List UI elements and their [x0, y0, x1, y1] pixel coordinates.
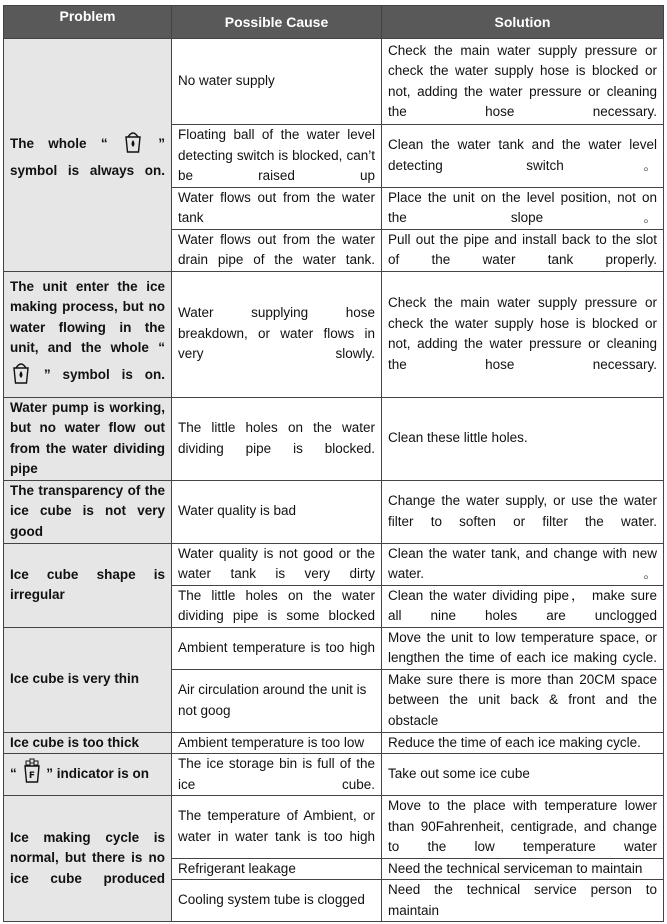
cause-cell: Water quality is not good or the water tank is very dirty — [172, 543, 382, 585]
table-row — [4, 754, 664, 796]
problem-text: ” symbol is on. — [43, 366, 165, 382]
cause-cell: Floating ball of the water level detecting switch is blocked, can’t be raised up — [172, 125, 382, 188]
svg-text:F: F — [28, 771, 35, 782]
cause-cell: Cooling system tube is clogged — [172, 880, 382, 922]
water-bucket-icon — [122, 128, 144, 161]
solution-cell: Take out some ice cube — [382, 754, 664, 796]
problem-cell: Water pump is working, but no water flow out from the water dividing pipe — [4, 397, 172, 480]
problem-cell: Ice making cycle is normal, but there is no ice cube produced — [4, 796, 172, 922]
cause-cell: No water supply — [172, 39, 382, 125]
problem-text: The whole “ — [10, 136, 108, 152]
cause-cell: Water flows out from the water tank — [172, 187, 382, 229]
problem-cell — [4, 754, 172, 796]
problem-cell: Ice cube shape is irregular — [4, 543, 172, 627]
solution-cell: Place the unit on the level position, not on the slope。 — [382, 187, 664, 229]
table-row — [4, 397, 664, 480]
problem-text: “ — [10, 766, 17, 782]
solution-cell: Clean the water tank, and change with new water.。 — [382, 543, 664, 585]
table-row — [4, 796, 664, 859]
problem-cell — [4, 39, 172, 272]
solution-cell: Clean the water tank and the water level detecting switch。 — [382, 125, 664, 188]
cause-cell: The temperature of Ambient, or water in water tank is too high — [172, 796, 382, 859]
cause-cell: Water quality is bad — [172, 480, 382, 543]
header-row — [4, 6, 664, 39]
problem-text: The unit enter the ice making process, but no water flowing in the unit, and the whole “ — [10, 278, 165, 356]
solution-cell: Reduce the time of each ice making cycle. — [382, 732, 664, 754]
solution-cell: Clean these little holes. — [382, 397, 664, 480]
cause-cell: The little holes on the water dividing pipe is blocked. — [172, 397, 382, 480]
cause-cell: The little holes on the water dividing pipe is some blocked — [172, 585, 382, 627]
cause-cell: Water flows out from the water drain pipe of the water tank. — [172, 229, 382, 271]
cause-cell: The ice storage bin is full of the ice cube. — [172, 754, 382, 796]
problem-cell — [4, 271, 172, 397]
table-row — [4, 480, 664, 543]
table-row — [4, 271, 664, 397]
solution-cell: Clean the water dividing pipe， make sure all nine holes are unclogged — [382, 585, 664, 627]
cause-cell: Air circulation around the unit is not goog — [172, 669, 382, 732]
solution-cell: Check the main water supply pressure or check the water supply hose is blocked or not, adding the water pressure or cleaning the hose necessary. — [382, 271, 664, 397]
header-problem: Problem — [4, 6, 172, 39]
header-possible-cause: Possible Cause — [172, 6, 382, 39]
cause-cell: Water supplying hose breakdown, or water flows in very slowly. — [172, 271, 382, 397]
solution-cell: Make sure there is more than 20CM space between the unit back & front and the obstacle — [382, 669, 664, 732]
solution-cell: Change the water supply, or use the water filter to soften or filter the water. — [382, 480, 664, 543]
cause-cell: Ambient temperature is too high — [172, 627, 382, 669]
cause-cell: Refrigerant leakage — [172, 858, 382, 880]
problem-text: ” indicator is on — [46, 766, 150, 782]
full-ice-bin-icon — [21, 758, 43, 791]
troubleshooting-table — [3, 5, 664, 922]
problem-cell: The transparency of the ice cube is not very good — [4, 480, 172, 543]
solution-cell: Move to the place with temperature lower than 90Fahrenheit, centigrade, and change to the low temperature water — [382, 796, 664, 859]
solution-cell: Check the main water supply pressure or check the water supply hose is blocked or not, adding the water pressure or cleaning the hose necessary. — [382, 39, 664, 125]
water-bucket-icon — [10, 359, 32, 392]
solution-cell: Pull out the pipe and install back to the slot of the water tank properly. — [382, 229, 664, 271]
problem-cell: Ice cube is very thin — [4, 627, 172, 732]
solution-cell: Need the technical service person to maintain — [382, 880, 664, 922]
table-row — [4, 39, 664, 125]
table-row — [4, 627, 664, 669]
problem-text: ” symbol is always on. — [10, 136, 165, 178]
cause-cell: Ambient temperature is too low — [172, 732, 382, 754]
table-row — [4, 732, 664, 754]
table-row — [4, 543, 664, 585]
solution-cell: Need the technical serviceman to maintain — [382, 858, 664, 880]
solution-cell: Move the unit to low temperature space, or lengthen the time of each ice making cycle. — [382, 627, 664, 669]
header-solution: Solution — [382, 6, 664, 39]
problem-cell: Ice cube is too thick — [4, 732, 172, 754]
